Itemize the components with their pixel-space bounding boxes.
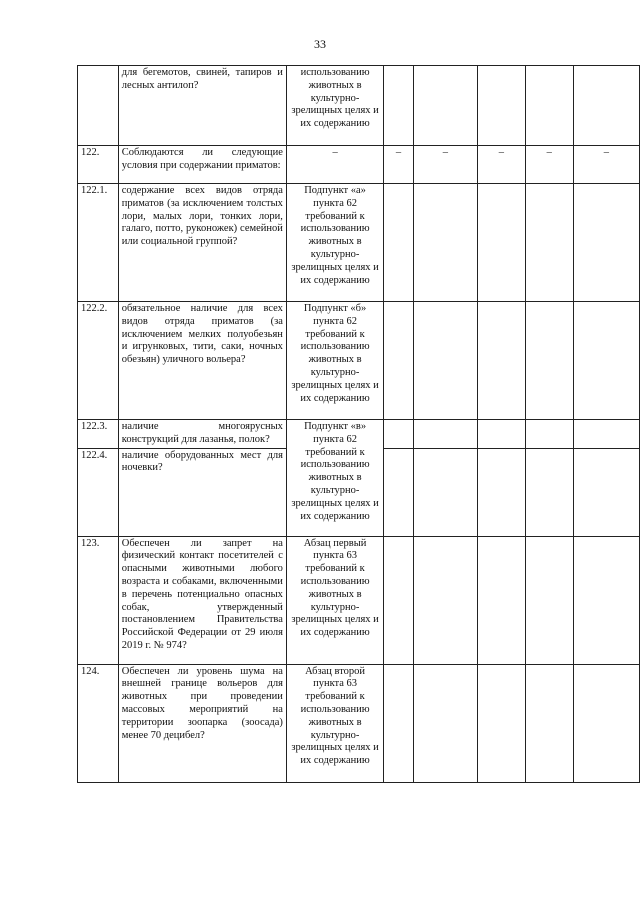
legal-reference: использованию животных в культурно-зрелищных целях и их содержанию xyxy=(286,66,383,146)
answer-cell[interactable] xyxy=(525,302,573,420)
row-number: 122.4. xyxy=(78,448,119,536)
row-number: 122.2. xyxy=(78,302,119,420)
answer-cell: – xyxy=(384,146,413,184)
answer-cell[interactable] xyxy=(413,184,477,302)
answer-cell[interactable] xyxy=(573,536,639,664)
answer-cell[interactable] xyxy=(384,420,413,449)
legal-reference: Абзац первый пункта 63 требований к использованию животных в культурно-зрелищных целях и их содержанию xyxy=(286,536,383,664)
answer-cell[interactable] xyxy=(573,184,639,302)
answer-cell[interactable] xyxy=(413,536,477,664)
answer-cell[interactable] xyxy=(384,66,413,146)
table-row xyxy=(78,66,640,146)
answer-cell: – xyxy=(573,146,639,184)
checklist-table xyxy=(77,65,640,783)
answer-cell[interactable] xyxy=(573,302,639,420)
question-text: обязательное наличие для всех видов отряда приматов (за исключением мелких полуобезьян и игрунковых, тити, саки, ночных обезьян) уличного вольера? xyxy=(118,302,286,420)
row-number: 123. xyxy=(78,536,119,664)
legal-reference: Подпункт «б» пункта 62 требований к использованию животных в культурно-зрелищных целях и их содержанию xyxy=(286,302,383,420)
legal-reference: – xyxy=(286,146,383,184)
answer-cell: – xyxy=(477,146,525,184)
answer-cell[interactable] xyxy=(413,664,477,782)
table-row xyxy=(78,664,640,782)
question-text: наличие оборудованных мест для ночевки? xyxy=(118,448,286,536)
answer-cell[interactable] xyxy=(573,664,639,782)
answer-cell[interactable] xyxy=(525,184,573,302)
table-row xyxy=(78,536,640,664)
table-row xyxy=(78,420,640,449)
answer-cell[interactable] xyxy=(384,184,413,302)
row-number: 122.3. xyxy=(78,420,119,449)
answer-cell[interactable] xyxy=(477,302,525,420)
row-number: 124. xyxy=(78,664,119,782)
answer-cell[interactable] xyxy=(573,66,639,146)
answer-cell[interactable] xyxy=(384,536,413,664)
legal-reference: Подпункт «а» пункта 62 требований к использованию животных в культурно-зрелищных целях и их содержанию xyxy=(286,184,383,302)
answer-cell[interactable] xyxy=(525,420,573,449)
table-row xyxy=(78,146,640,184)
answer-cell[interactable] xyxy=(525,448,573,536)
answer-cell[interactable] xyxy=(477,448,525,536)
answer-cell[interactable] xyxy=(384,664,413,782)
question-text: наличие многоярусных конструкций для лазанья, полок? xyxy=(118,420,286,449)
answer-cell[interactable] xyxy=(477,184,525,302)
table-row xyxy=(78,302,640,420)
answer-cell[interactable] xyxy=(413,420,477,449)
question-text: Соблюдаются ли следующие условия при содержании приматов: xyxy=(118,146,286,184)
answer-cell[interactable] xyxy=(525,66,573,146)
question-text: Обеспечен ли уровень шума на внешней границе вольеров для животных при проведении массовых мероприятий на территории зоопарка (зоосада) менее 70 децибел? xyxy=(118,664,286,782)
answer-cell[interactable] xyxy=(525,536,573,664)
answer-cell[interactable] xyxy=(413,448,477,536)
question-text: Обеспечен ли запрет на физический контакт посетителей с опасными животными любого возраста и собаками, включенными в перечень потенциально опасных собак, утвержденный постановлением Правительства Российской Федерации от 29 июля 2019 г. № 974? xyxy=(118,536,286,664)
answer-cell: – xyxy=(525,146,573,184)
row-number xyxy=(78,66,119,146)
question-text: содержание всех видов отряда приматов (за исключением толстых лори, малых лори, тонких лори, галаго, потто, руконожек) семейной или социальной группой? xyxy=(118,184,286,302)
legal-reference: Абзац второй пункта 63 требований к использованию животных в культурно-зрелищных целях и их содержанию xyxy=(286,664,383,782)
table-row xyxy=(78,184,640,302)
answer-cell[interactable] xyxy=(384,448,413,536)
row-number: 122.1. xyxy=(78,184,119,302)
answer-cell[interactable] xyxy=(525,664,573,782)
row-number: 122. xyxy=(78,146,119,184)
answer-cell[interactable] xyxy=(573,448,639,536)
answer-cell[interactable] xyxy=(384,302,413,420)
answer-cell: – xyxy=(413,146,477,184)
answer-cell[interactable] xyxy=(413,66,477,146)
answer-cell[interactable] xyxy=(477,536,525,664)
question-text: для бегемотов, свиней, тапиров и лесных антилоп? xyxy=(118,66,286,146)
answer-cell[interactable] xyxy=(413,302,477,420)
answer-cell[interactable] xyxy=(477,664,525,782)
answer-cell[interactable] xyxy=(573,420,639,449)
answer-cell[interactable] xyxy=(477,420,525,449)
legal-reference: Подпункт «в» пункта 62 требований к использованию животных в культурно-зрелищных целях и их содержанию xyxy=(286,420,383,537)
answer-cell[interactable] xyxy=(477,66,525,146)
page-number: 33 xyxy=(314,37,326,51)
